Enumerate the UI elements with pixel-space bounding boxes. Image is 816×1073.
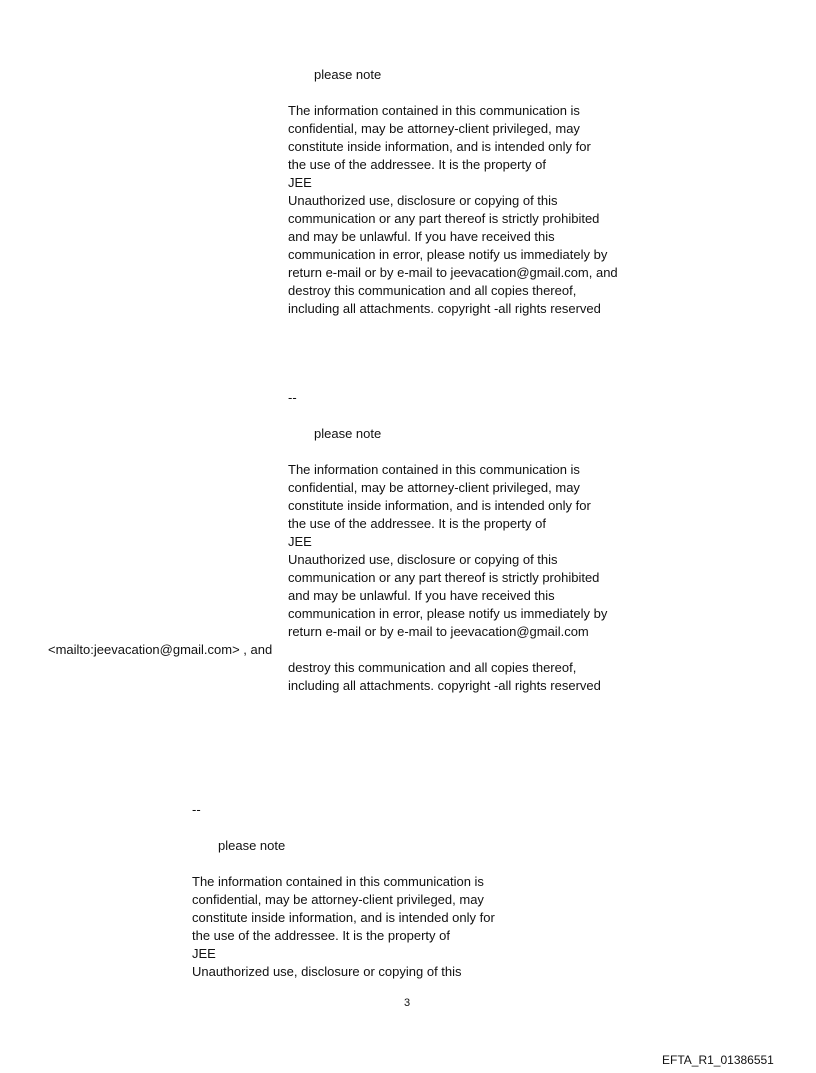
notice-line: confidential, may be attorney-client privileged, may — [192, 892, 484, 907]
notice-line: and may be unlawful. If you have received this — [288, 229, 555, 244]
notice-line: including all attachments. copyright -all rights reserved — [288, 678, 601, 693]
notice-line: including all attachments. copyright -all rights reserved — [288, 301, 601, 316]
notice-line: and may be unlawful. If you have received this — [288, 588, 555, 603]
notice-line: JEE — [288, 534, 312, 549]
notice-line: confidential, may be attorney-client privileged, may — [288, 480, 580, 495]
notice-line: destroy this communication and all copies thereof, — [288, 283, 577, 298]
notice-line: Unauthorized use, disclosure or copying of this — [192, 964, 462, 979]
notice-line: Unauthorized use, disclosure or copying of this — [288, 552, 558, 567]
notice-line: constitute inside information, and is intended only for — [192, 910, 495, 925]
notice-line: destroy this communication and all copies thereof, — [288, 660, 577, 675]
notice-line: communication in error, please notify us immediately by — [288, 606, 608, 621]
notice-line: the use of the addressee. It is the property of — [288, 516, 546, 531]
notice-line: communication or any part thereof is strictly prohibited — [288, 211, 600, 226]
notice-line: communication in error, please notify us immediately by — [288, 247, 608, 262]
notice-heading: please note — [218, 838, 286, 853]
notice-line: communication or any part thereof is strictly prohibited — [288, 570, 600, 585]
notice-line: constitute inside information, and is intended only for — [288, 498, 591, 513]
notice-line: confidential, may be attorney-client privileged, may — [288, 121, 580, 136]
separator: -- — [288, 390, 297, 405]
notice-heading: please note — [314, 426, 382, 441]
notice-heading: please note — [314, 67, 382, 82]
notice-line: The information contained in this communication is — [288, 462, 580, 477]
notice-line: JEE — [192, 946, 216, 961]
bates-number: EFTA_R1_01386551 — [662, 1053, 774, 1067]
notice-line: return e-mail or by e-mail to jeevacation@gmail.com — [288, 624, 589, 639]
notice-line: the use of the addressee. It is the property of — [192, 928, 450, 943]
notice-line: Unauthorized use, disclosure or copying of this — [288, 193, 558, 208]
separator: -- — [192, 802, 201, 817]
notice-line: The information contained in this communication is — [192, 874, 484, 889]
notice-line: The information contained in this communication is — [288, 103, 580, 118]
notice-line: constitute inside information, and is intended only for — [288, 139, 591, 154]
page-number: 3 — [404, 997, 411, 1009]
mailto-line: <mailto:jeevacation@gmail.com> , and — [48, 642, 273, 657]
notice-line: return e-mail or by e-mail to jeevacation@gmail.com, and — [288, 265, 618, 280]
notice-line: JEE — [288, 175, 312, 190]
notice-line: the use of the addressee. It is the property of — [288, 157, 546, 172]
